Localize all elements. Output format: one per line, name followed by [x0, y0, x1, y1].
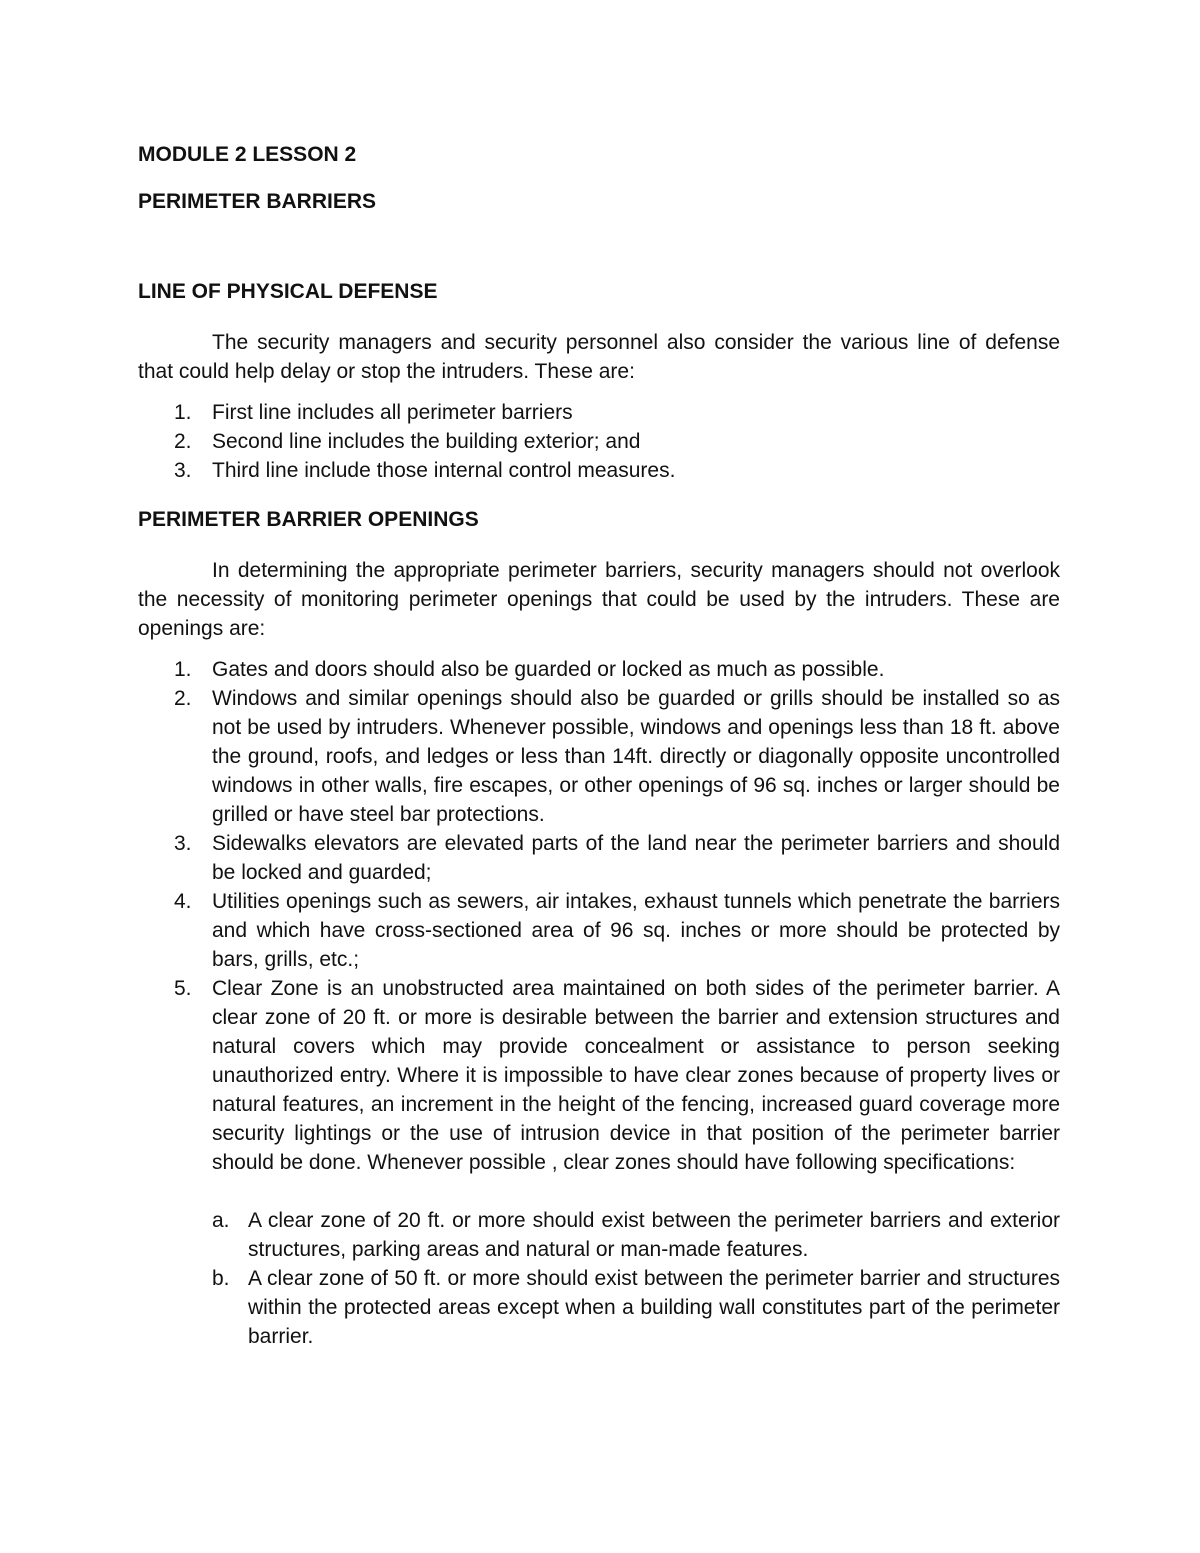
module-heading: MODULE 2 LESSON 2	[138, 143, 357, 166]
section-intro-line-of-defense: The security managers and security personnel also consider the various line of defense that could help delay or stop the intruders. These are:	[138, 331, 1060, 383]
barrier-openings-list	[138, 655, 1060, 1351]
list-item-text: Second line includes the building exterior; and	[212, 430, 641, 453]
list-item-number: 5.	[174, 977, 192, 1000]
sub-list-item	[212, 1264, 1060, 1351]
list-item	[138, 829, 1060, 887]
list-item-text: Sidewalks elevators are elevated parts of the land near the perimeter barriers and should be locked and guarded;	[212, 832, 1060, 884]
list-item	[138, 655, 1060, 684]
list-item-text: Utilities openings such as sewers, air intakes, exhaust tunnels which penetrate the barriers and which have cross-sectioned area of 96 sq. inches or more should be protected by bars, grills, etc.;	[212, 890, 1060, 971]
sub-list-item-text: A clear zone of 20 ft. or more should exist between the perimeter barriers and exterior structures, parking areas and natural or man-made features.	[248, 1209, 1060, 1261]
list-item-number: 1.	[174, 401, 192, 424]
sub-list-item-letter: a.	[212, 1209, 230, 1232]
sub-list-item	[212, 1206, 1060, 1264]
list-item-number: 2.	[174, 430, 192, 453]
list-item-text: Third line include those internal control measures.	[212, 459, 676, 482]
document-page	[138, 140, 1060, 1351]
list-item-number: 1.	[174, 658, 192, 681]
section-intro-barrier-openings: In determining the appropriate perimeter barriers, security managers should not overlook the necessity of monitoring perimeter openings that could be used by the intruders. These are openings are:	[138, 559, 1060, 640]
list-item	[138, 398, 1060, 427]
sub-list-item-letter: b.	[212, 1267, 230, 1290]
list-item	[138, 887, 1060, 974]
sub-list-item-text: A clear zone of 50 ft. or more should exist between the perimeter barrier and structures within the protected areas except when a building wall constitutes part of the perimeter barrier.	[248, 1267, 1060, 1348]
line-of-defense-list	[138, 398, 1060, 485]
list-item	[138, 427, 1060, 456]
list-item-number: 4.	[174, 890, 192, 913]
clear-zone-specifications-list	[212, 1206, 1060, 1351]
list-item-text: First line includes all perimeter barriers	[212, 401, 573, 424]
list-item	[138, 684, 1060, 829]
section-heading-line-of-defense: LINE OF PHYSICAL DEFENSE	[138, 280, 438, 303]
list-item	[138, 456, 1060, 485]
list-item-text: Gates and doors should also be guarded or locked as much as possible.	[212, 658, 885, 681]
section-heading-barrier-openings: PERIMETER BARRIER OPENINGS	[138, 508, 479, 531]
lesson-title: PERIMETER BARRIERS	[138, 190, 377, 213]
list-item	[138, 974, 1060, 1351]
list-item-number: 3.	[174, 832, 192, 855]
list-item-text: Clear Zone is an unobstructed area maintained on both sides of the perimeter barrier. A clear zone of 20 ft. or more is desirable between the barrier and extension structures and natural covers which may provide concealment or assistance to person seeking unauthorized entry. Where it is impossible to have clear zones because of property lives or natural features, an increment in the height of the fencing, increased guard coverage more security lightings or the use of intrusion device in that position of the perimeter barrier should be done. Whenever possible , clear zones should have following specifications:	[212, 977, 1060, 1174]
list-item-number: 2.	[174, 687, 192, 710]
list-item-number: 3.	[174, 459, 192, 482]
list-item-text: Windows and similar openings should also be guarded or grills should be installed so as not be used by intruders. Whenever possible, windows and openings less than 18 ft. above the ground, roofs, and ledges or less than 14ft. directly or diagonally opposite uncontrolled windows in other walls, fire escapes, or other openings of 96 sq. inches or larger should be grilled or have steel bar protections.	[212, 687, 1060, 826]
